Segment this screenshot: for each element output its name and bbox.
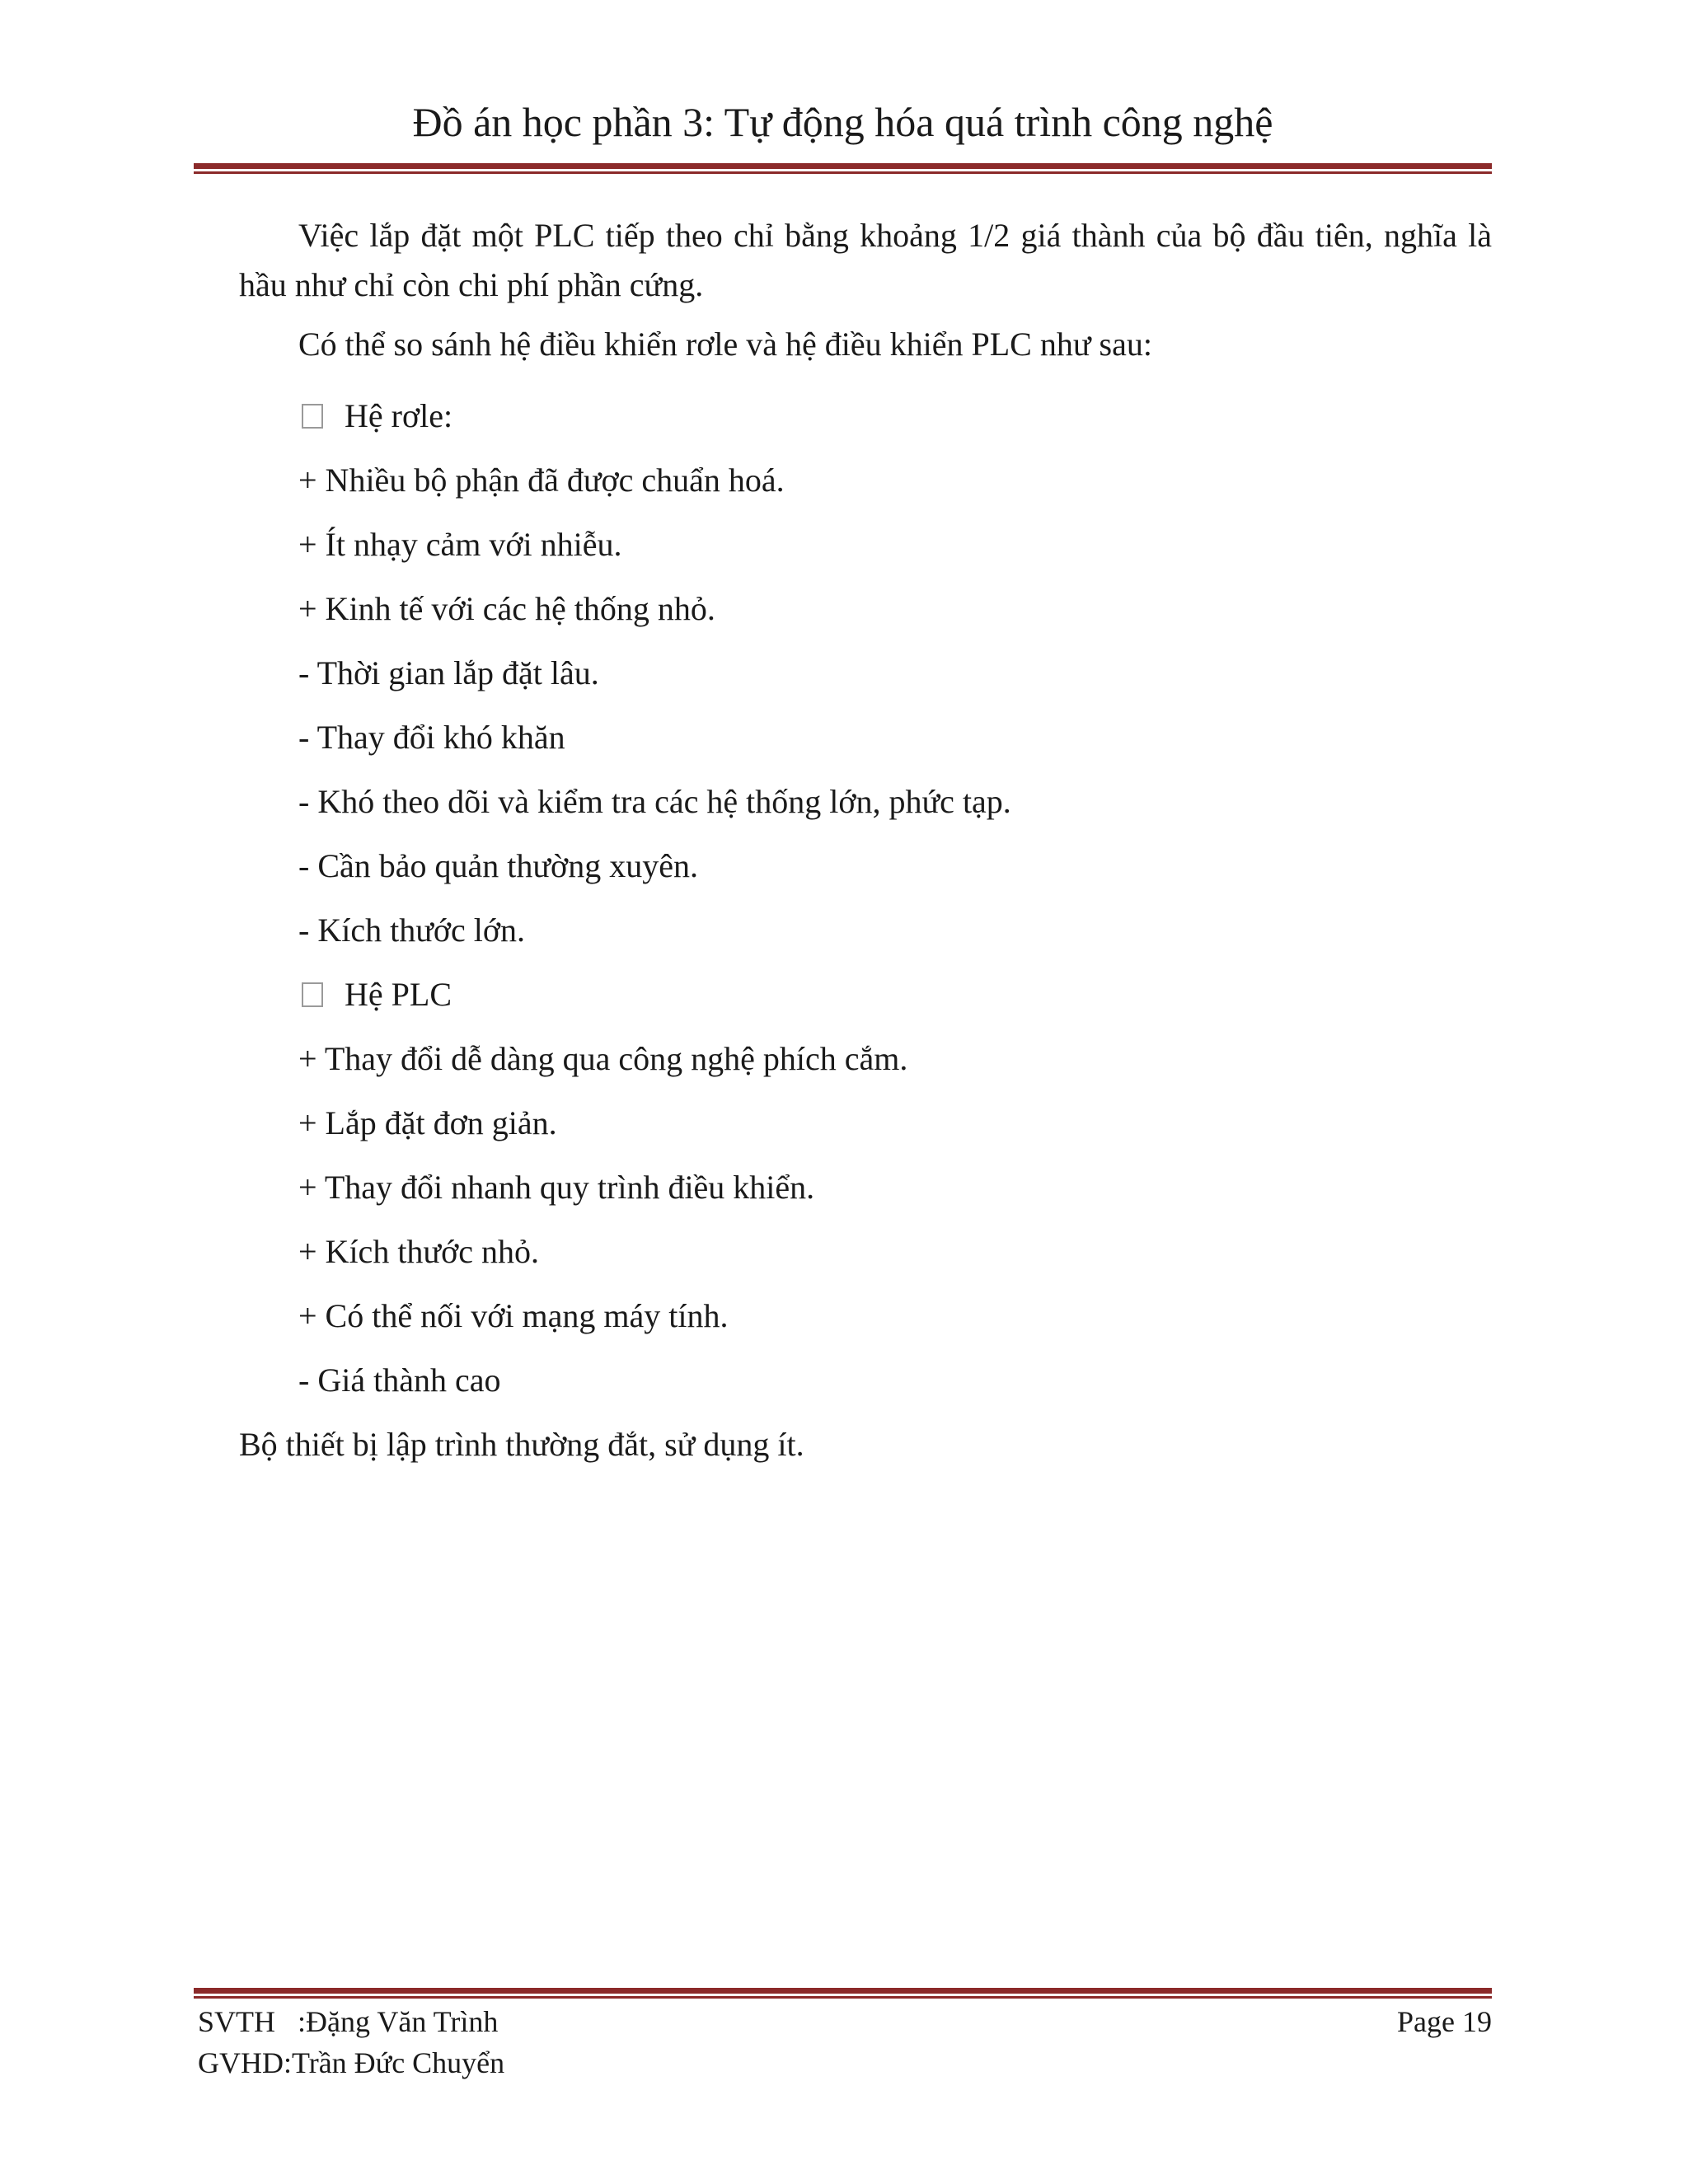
list-item: + Thay đổi nhanh quy trình điều khiển. [298, 1169, 815, 1206]
empty-box-bullet-icon [302, 404, 323, 429]
list-item: + Ít nhạy cảm với nhiễu. [298, 526, 622, 563]
list-item: + Nhiều bộ phận đã được chuẩn hoá. [298, 462, 785, 499]
footer-supervisor: GVHD:Trần Đức Chuyển [198, 2046, 505, 2079]
relay-heading [239, 384, 1492, 448]
footer-student: SVTH :Đặng Văn Trình [198, 2005, 499, 2038]
relay-heading-label: Hệ rơle: [345, 397, 453, 434]
document-body [239, 211, 1492, 1477]
header-rule [194, 163, 1492, 174]
list-item: - Giá thành cao [298, 1361, 501, 1399]
plc-heading-label: Hệ PLC [345, 976, 452, 1013]
page-number: Page 19 [1397, 2005, 1492, 2038]
list-item: - Cần bảo quản thường xuyên. [298, 847, 698, 884]
page-header-title: Đồ án học phần 3: Tự động hóa quá trình công nghệ [412, 99, 1273, 145]
list-item: + Kích thước nhỏ. [298, 1233, 540, 1270]
compare-intro: Có thể so sánh hệ điều khiển rơle và hệ điều khiển PLC như sau: [298, 326, 1152, 363]
list-item: + Kinh tế với các hệ thống nhỏ. [298, 590, 715, 627]
list-item: - Thay đổi khó khăn [298, 719, 565, 756]
list-item: + Thay đổi dễ dàng qua công nghệ phích cắm. [298, 1040, 908, 1077]
list-item: - Khó theo dõi và kiểm tra các hệ thống lớn, phức tạp. [298, 783, 1011, 820]
list-item: + Lắp đặt đơn giản. [298, 1104, 557, 1141]
list-item: - Kích thước lớn. [298, 912, 526, 949]
list-item: - Thời gian lắp đặt lâu. [298, 654, 599, 691]
footer-rule [194, 1988, 1492, 1999]
intro-paragraph: Việc lắp đặt một PLC tiếp theo chỉ bằng khoảng 1/2 giá thành của bộ đầu tiên, nghĩa là hầu như chỉ còn chi phí phần cứng. [239, 217, 1492, 303]
empty-box-bullet-icon [302, 982, 323, 1007]
closing-sentence: Bộ thiết bị lập trình thường đắt, sử dụng ít. [239, 1426, 804, 1463]
page-footer [198, 2001, 1492, 2083]
list-item: + Có thể nối với mạng máy tính. [298, 1297, 729, 1334]
plc-heading [239, 963, 1492, 1027]
